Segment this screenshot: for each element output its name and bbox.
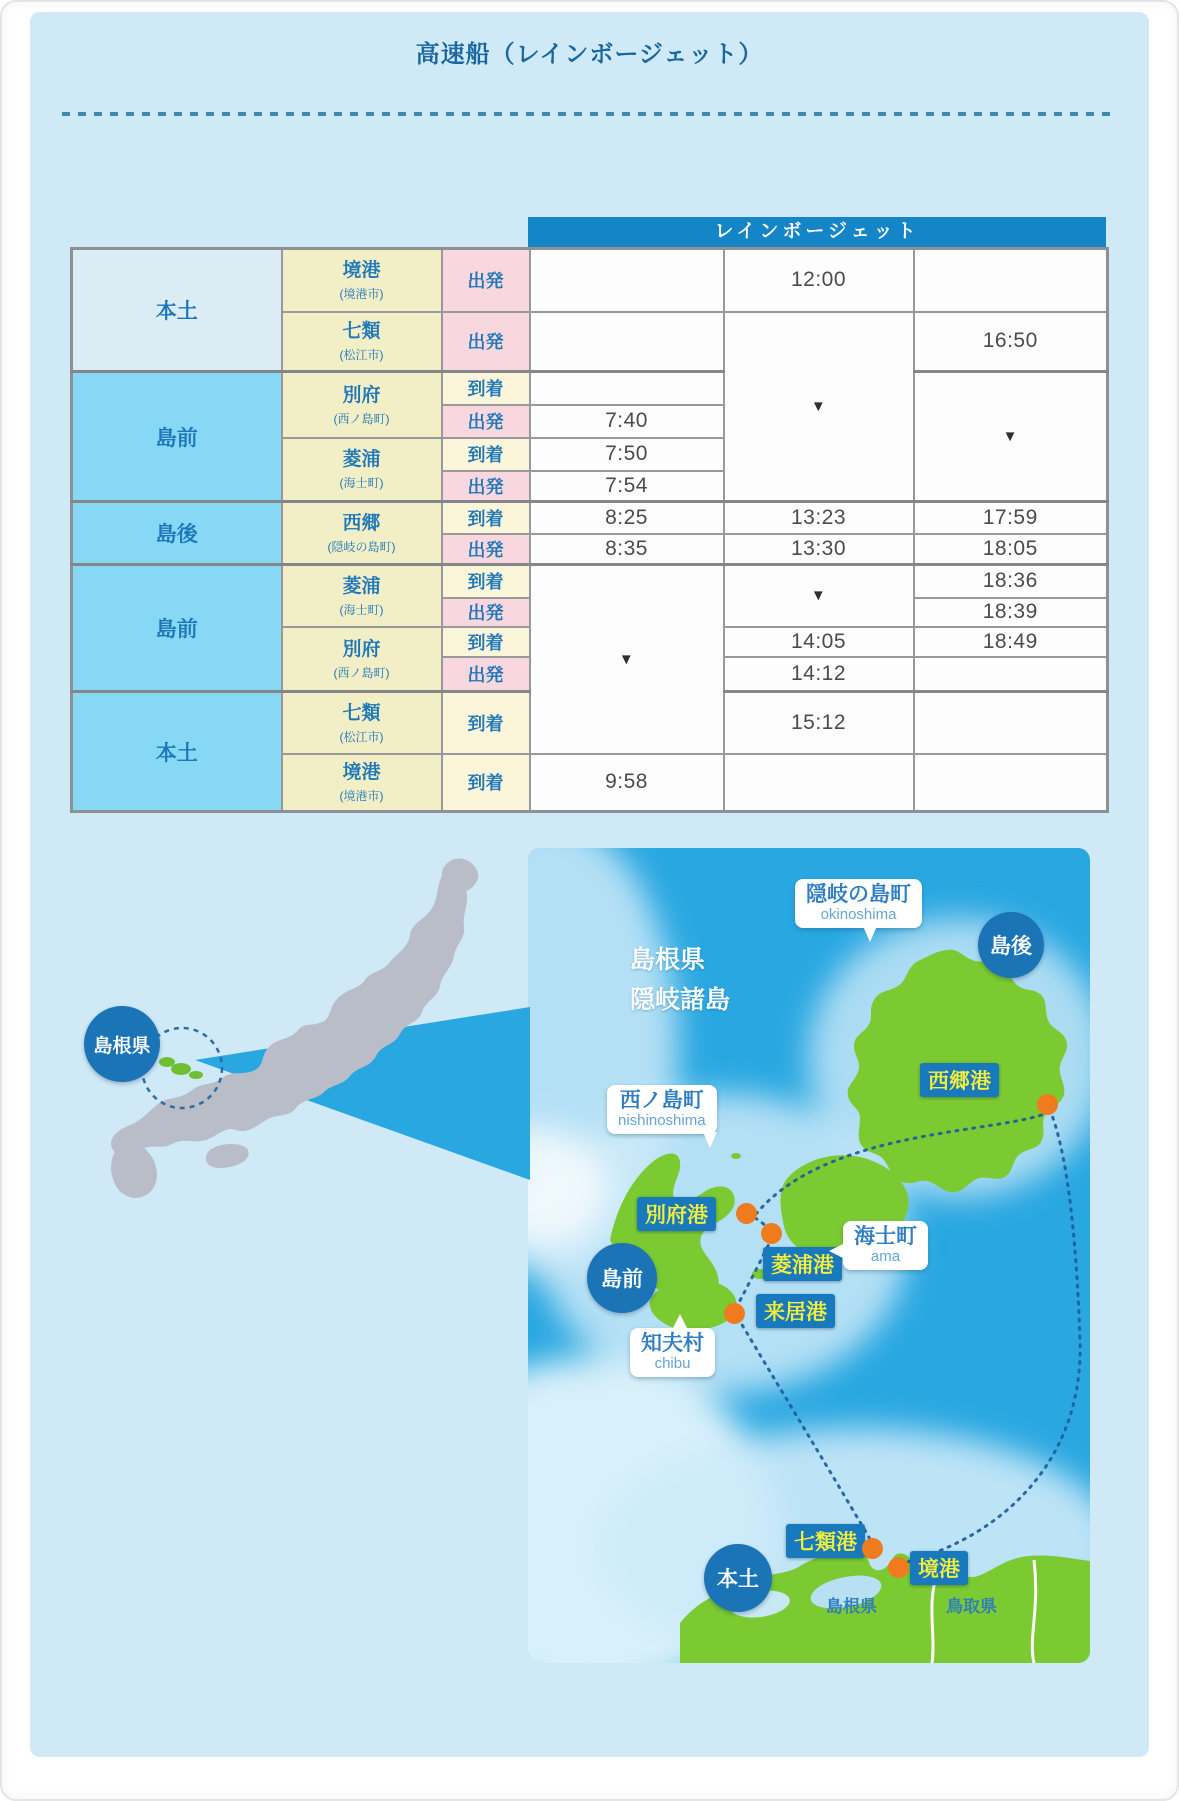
bubble-nishinoshima (607, 1085, 717, 1134)
port-city: (海士町) (339, 476, 384, 491)
port-city: (西ノ島町) (333, 665, 390, 680)
sea-label-line1: 島根県 (630, 946, 706, 974)
depart-label: 出発 (442, 471, 530, 502)
depart-label: 出発 (442, 249, 530, 312)
pass-through-marker: ▼ (724, 565, 914, 627)
time-cell: 8:35 (530, 534, 724, 565)
time-cell: 18:36 (914, 565, 1108, 598)
port-name: 別府 (342, 384, 381, 406)
depart-label: 出発 (442, 534, 530, 565)
badge-shimane-pref: 島根県 (84, 1006, 160, 1082)
time-cell (914, 249, 1108, 312)
port-cell-sakai-ret (282, 754, 442, 812)
bubble-en: okinoshima (820, 906, 897, 924)
sea-label (630, 940, 730, 1020)
pref-label-tottori: 鳥取県 (946, 1597, 997, 1616)
time-cell: 15:12 (724, 692, 914, 754)
time-cell: 14:12 (724, 657, 914, 692)
sea-label-line2: 隠岐諸島 (630, 986, 731, 1014)
port-city: (境港市) (339, 789, 384, 804)
table-row (72, 249, 1108, 312)
port-name: 菱浦 (342, 449, 381, 471)
region-cell-hondo-top: 本土 (72, 249, 282, 372)
time-cell: 7:40 (530, 405, 724, 438)
port-label-kurii: 来居港 (756, 1294, 835, 1328)
time-cell: 16:50 (914, 312, 1108, 372)
port-cell-shichirui-ret (282, 692, 442, 754)
time-cell (914, 657, 1108, 692)
port-name: 七類 (342, 702, 381, 724)
port-label-sakai: 境港 (910, 1551, 968, 1585)
bubble-tail (672, 1314, 688, 1330)
pass-through-marker: ▼ (724, 312, 914, 502)
bubble-en: chibu (654, 1355, 691, 1373)
port-cell-beppu-ret (282, 627, 442, 692)
port-label-hishiura: 菱浦港 (763, 1247, 842, 1281)
time-cell (914, 754, 1108, 812)
time-cell: 7:50 (530, 438, 724, 471)
port-name: 七類 (342, 321, 381, 343)
port-city: (松江市) (339, 729, 384, 744)
time-cell: 12:00 (724, 249, 914, 312)
port-name: 別府 (342, 638, 381, 660)
port-cell-shichirui-out (282, 312, 442, 372)
depart-label: 出発 (442, 405, 530, 438)
time-cell (530, 249, 724, 312)
bubble-tail (863, 926, 877, 942)
pass-through-marker: ▼ (914, 372, 1108, 502)
depart-label: 出発 (442, 312, 530, 372)
port-city: (西ノ島町) (333, 411, 390, 426)
arrive-label: 到着 (442, 627, 530, 657)
time-cell: 17:59 (914, 502, 1108, 534)
depart-label: 出発 (442, 598, 530, 627)
timetable-banner: レインボージェット (528, 217, 1106, 247)
bubble-jp: 西ノ島町 (619, 1089, 704, 1112)
badge-hondo: 本土 (704, 1544, 772, 1612)
region-cell-dozen-out: 島前 (72, 372, 282, 502)
port-label-saigo: 西郷港 (920, 1063, 999, 1097)
depart-label: 出発 (442, 657, 530, 692)
time-cell (724, 754, 914, 812)
time-cell: 18:05 (914, 534, 1108, 565)
time-cell: 13:23 (724, 502, 914, 534)
time-cell (914, 692, 1108, 754)
bubble-tail (829, 1243, 845, 1259)
port-name: 境港 (342, 762, 381, 784)
port-label-beppu: 別府港 (637, 1197, 716, 1231)
arrive-label: 到着 (442, 692, 530, 754)
port-dot-beppu (736, 1203, 757, 1224)
arrive-label: 到着 (442, 565, 530, 598)
pass-through-marker: ▼ (530, 565, 724, 754)
port-cell-beppu-out (282, 372, 442, 438)
port-dot-shichirui (862, 1538, 883, 1559)
bubble-jp: 海士町 (854, 1225, 917, 1248)
time-cell: 8:25 (530, 502, 724, 534)
bubble-en: nishinoshima (618, 1112, 706, 1130)
port-cell-hishiura-out (282, 438, 442, 502)
region-cell-dozen-ret: 島前 (72, 565, 282, 692)
region-cell-hondo-bottom: 本土 (72, 692, 282, 812)
time-cell: 18:49 (914, 627, 1108, 657)
time-cell: 14:05 (724, 627, 914, 657)
page-title: 高速船（レインボージェット） (415, 41, 764, 68)
arrive-label: 到着 (442, 754, 530, 812)
time-cell: 9:58 (530, 754, 724, 812)
time-cell: 13:30 (724, 534, 914, 565)
bubble-jp: 隠岐の島町 (806, 883, 911, 906)
time-cell (530, 312, 724, 372)
bubble-okinoshima (795, 879, 922, 928)
bubble-en: ama (870, 1248, 901, 1266)
port-label-shichirui: 七類港 (786, 1524, 865, 1558)
port-name: 西郷 (342, 512, 381, 534)
port-city: (海士町) (339, 602, 384, 617)
table-row (72, 502, 1108, 534)
port-dot-sakai (888, 1557, 909, 1578)
badge-dogo: 島後 (978, 912, 1044, 978)
port-cell-hishiura-ret (282, 565, 442, 627)
arrive-label: 到着 (442, 502, 530, 534)
badge-dozen: 島前 (587, 1243, 657, 1313)
bubble-ama (843, 1221, 928, 1270)
port-dot-saigo (1037, 1094, 1058, 1115)
time-cell: 18:39 (914, 598, 1108, 627)
port-dot-kurii (724, 1303, 745, 1324)
port-dot-hishiura (761, 1223, 782, 1244)
time-cell: 7:54 (530, 471, 724, 502)
port-cell-saigo (282, 502, 442, 565)
pref-label-shimane: 島根県 (826, 1597, 877, 1616)
timetable (70, 247, 1109, 813)
port-name: 境港 (342, 260, 381, 282)
port-cell-sakai-out (282, 249, 442, 312)
table-row (72, 565, 1108, 598)
port-city: (境港市) (339, 287, 384, 302)
port-city: (松江市) (339, 348, 384, 363)
region-cell-dogo: 島後 (72, 502, 282, 565)
bubble-jp: 知夫村 (641, 1332, 704, 1355)
bubble-chibu (630, 1328, 715, 1377)
time-cell (530, 372, 724, 405)
port-city: (隠岐の島町) (327, 539, 396, 554)
arrive-label: 到着 (442, 438, 530, 471)
port-name: 菱浦 (342, 575, 381, 597)
dashed-divider (62, 112, 1117, 116)
bubble-tail (703, 1132, 717, 1148)
arrive-label: 到着 (442, 372, 530, 405)
table-row (72, 372, 1108, 405)
